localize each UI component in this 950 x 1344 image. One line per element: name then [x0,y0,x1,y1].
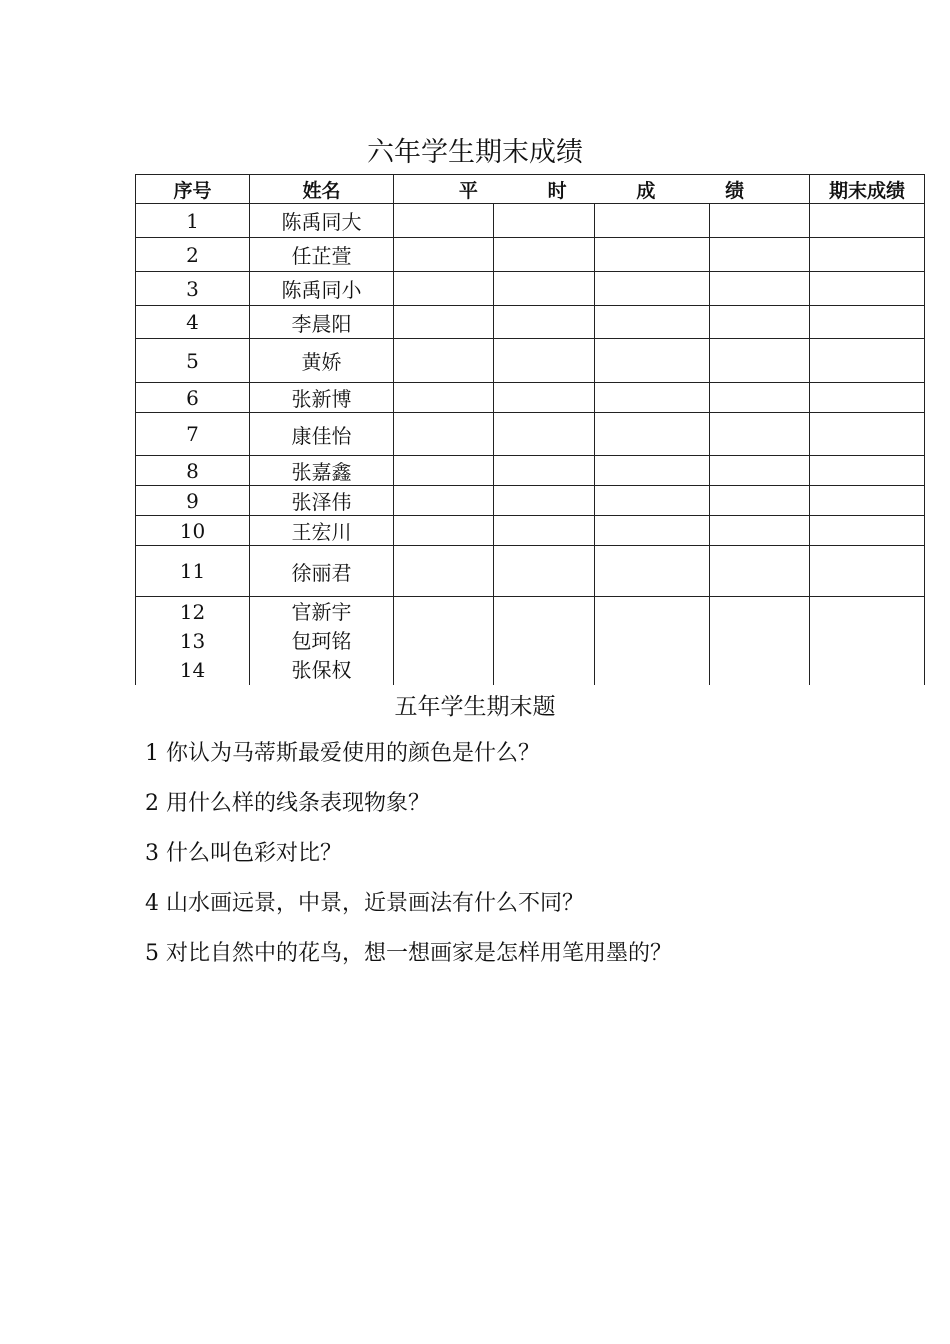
header-regular-char: 平 [458,179,478,202]
header-final-score: 期末成绩 [810,175,925,204]
score-cell [710,272,810,306]
score-cell [394,272,494,306]
question-item: 1 你认为马蒂斯最爱使用的颜色是什么？ [145,741,540,766]
score-cell [494,383,595,413]
score-cell [710,486,810,516]
row-no: 6 [136,383,250,413]
row-name: 王宏川 [250,516,394,546]
score-cell [494,413,595,456]
final-score-cell [810,204,925,238]
score-cell [494,238,595,272]
row-no: 4 [136,306,250,339]
question-list [145,735,672,985]
final-score-cell [810,486,925,516]
score-cell [710,339,810,383]
row-name: 黄娇 [250,339,394,383]
score-cell [494,306,595,339]
table-header-row [136,175,925,204]
row-no: 5 [136,339,250,383]
score-cell [494,597,595,686]
score-cell [494,546,595,597]
row-no: 7 [136,413,250,456]
score-cell [595,272,710,306]
table-row [136,413,925,456]
score-table [135,174,925,685]
score-cell [494,272,595,306]
table-row [136,339,925,383]
row-name: 任芷萱 [250,238,394,272]
score-cell [394,238,494,272]
row-name: 康佳怡 [250,413,394,456]
final-score-cell [810,516,925,546]
row-no: 11 [136,546,250,597]
header-regular-char: 成 [636,179,656,202]
table-row [136,306,925,339]
score-cell [394,306,494,339]
header-no: 序号 [136,175,250,204]
final-score-cell [810,339,925,383]
row-name: 张嘉鑫 [250,456,394,486]
score-cell [394,413,494,456]
score-cell [494,204,595,238]
table-row [136,204,925,238]
question-item: 2 用什么样的线条表现物象？ [145,791,430,816]
score-cell [710,597,810,686]
row-name: 张泽伟 [250,486,394,516]
row-no: 2 [136,238,250,272]
row-name: 官新宇 [291,600,352,624]
row-no: 8 [136,456,250,486]
score-cell [394,339,494,383]
score-cell [595,597,710,686]
header-name: 姓名 [250,175,394,204]
score-cell [394,204,494,238]
table-row [136,486,925,516]
table-row [136,238,925,272]
score-cell [595,339,710,383]
score-cell [394,486,494,516]
row-no-group [136,597,250,686]
table-row [136,383,925,413]
score-cell [394,546,494,597]
score-cell [595,486,710,516]
final-score-cell [810,272,925,306]
score-cell [595,456,710,486]
score-cell [595,238,710,272]
row-name: 陈禹同大 [250,204,394,238]
score-cell [710,383,810,413]
score-cell [710,204,810,238]
table-title: 六年学生期末成绩 [367,137,583,168]
score-cell [494,456,595,486]
row-name: 李晨阳 [250,306,394,339]
quiz-title: 五年学生期末题 [394,694,556,720]
table-row [136,456,925,486]
row-no: 12 [179,600,206,624]
score-cell [710,546,810,597]
final-score-cell [810,546,925,597]
row-name: 陈禹同小 [250,272,394,306]
score-cell [710,516,810,546]
header-regular-char: 时 [547,179,567,202]
table-row [136,546,925,597]
score-cell [394,597,494,686]
score-cell [394,456,494,486]
score-cell [710,456,810,486]
score-cell [394,383,494,413]
final-score-cell [810,456,925,486]
question-item: 3 什么叫色彩对比？ [145,841,342,866]
score-cell [595,413,710,456]
score-cell [595,306,710,339]
row-no: 10 [136,516,250,546]
header-regular-char: 绩 [725,179,745,202]
table-row [136,272,925,306]
score-cell [710,306,810,339]
header-regular-score [394,175,810,204]
question-item: 5 对比自然中的花鸟，想一想画家是怎样用笔用墨的？ [145,941,672,966]
score-cell [595,546,710,597]
score-cell [494,339,595,383]
row-name: 徐丽君 [250,546,394,597]
question-item: 4 山水画远景，中景，近景画法有什么不同？ [145,891,584,916]
score-cell [394,516,494,546]
table-row-multi [136,597,925,686]
final-score-cell [810,238,925,272]
score-cell [494,486,595,516]
score-cell [710,413,810,456]
row-no: 13 [179,629,206,653]
row-no: 3 [136,272,250,306]
row-name: 张保权 [291,658,352,682]
score-cell [494,516,595,546]
row-name: 张新博 [250,383,394,413]
final-score-cell [810,306,925,339]
score-cell [595,516,710,546]
score-cell [595,383,710,413]
row-no: 9 [136,486,250,516]
final-score-cell [810,413,925,456]
row-name: 包珂铭 [291,629,352,653]
score-cell [710,238,810,272]
final-score-cell [810,383,925,413]
table-row [136,516,925,546]
row-no: 14 [179,658,206,682]
row-no: 1 [136,204,250,238]
score-cell [595,204,710,238]
final-score-cell [810,597,925,686]
row-name-group [250,597,394,686]
